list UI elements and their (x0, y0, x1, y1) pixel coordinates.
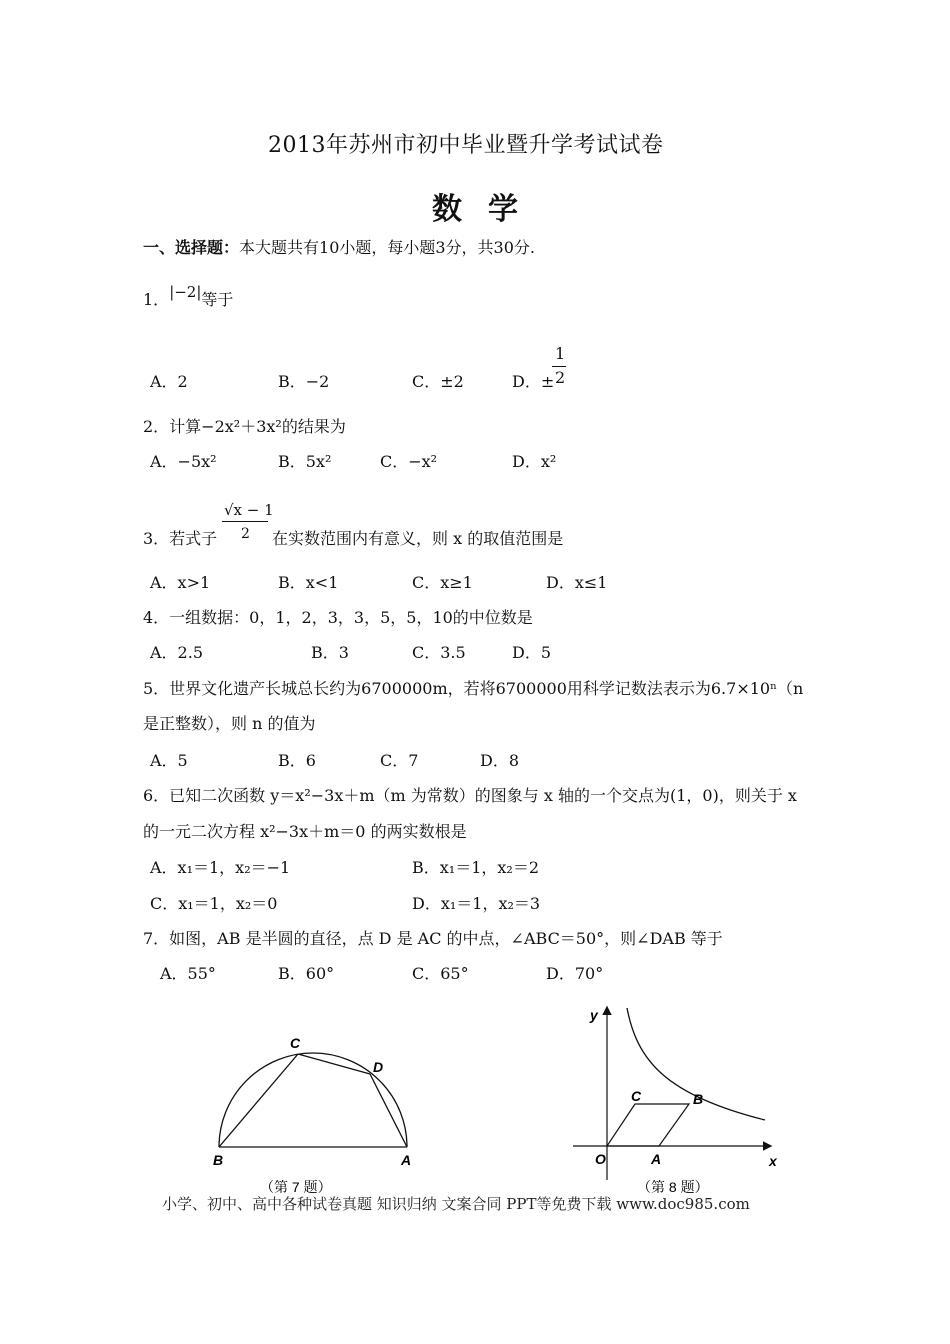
figure-8-hyperbola (565, 1000, 795, 1200)
q3-option-a: A．x>1 (150, 573, 211, 592)
q1-option-b: B．−2 (278, 372, 330, 391)
point-a-label: A (651, 1151, 662, 1167)
y-axis-label: y (590, 1007, 598, 1023)
parallelogram-ocba (607, 1104, 689, 1146)
question-6-line-2: 的一元二次方程 x²−3x＋m＝0 的两实数根是 (143, 822, 467, 841)
question-6-line-1: 6．已知二次函数 y＝x²−3x＋m（m 为常数）的图象与 x 轴的一个交点为(1，0)，则关于 x (143, 786, 797, 805)
q5-option-b: B．6 (278, 751, 316, 770)
q1-number: 1． (143, 290, 170, 309)
q1-option-c: C．±2 (412, 372, 464, 391)
q1-frac-numerator: 1 (555, 344, 566, 363)
subject-title: 数学 (432, 192, 544, 227)
q7-option-c: C．65° (412, 964, 469, 983)
q3-radical: √x − 1 (224, 501, 274, 519)
q1-frac-bar (552, 366, 566, 367)
q5-option-c: C．7 (380, 751, 419, 770)
chord-cd (298, 1054, 370, 1074)
q3-denominator: 2 (241, 526, 250, 542)
point-a-label: A (401, 1152, 412, 1168)
q1-tail: 等于 (201, 290, 234, 309)
q1-option-d: D．± (512, 372, 555, 391)
q1-frac-denominator: 2 (555, 368, 566, 387)
q2-option-d: D．x² (512, 452, 557, 471)
point-c-label: C (631, 1088, 642, 1104)
q2-option-c: C．−x² (380, 452, 438, 471)
q6-option-b: B．x₁＝1，x₂＝2 (412, 858, 539, 877)
q4-option-d: D．5 (512, 643, 552, 662)
q5-option-a: A．5 (150, 751, 188, 770)
q3-option-b: B．x<1 (278, 573, 339, 592)
point-c-label: C (290, 1035, 301, 1051)
chord-da (370, 1074, 407, 1147)
q5-option-d: D．8 (480, 751, 520, 770)
figure-7-semicircle (200, 1030, 430, 1200)
q7-option-b: B．60° (278, 964, 335, 983)
q1-expression: |−2| (169, 283, 202, 301)
point-b-label: B (213, 1152, 224, 1168)
q3-tail: 在实数范围内有意义，则 x 的取值范围是 (272, 529, 564, 548)
q3-option-d: D．x≤1 (546, 573, 608, 592)
origin-label: O (595, 1151, 606, 1167)
q3-frac-bar (222, 521, 268, 522)
question-5-line-2: 是正整数），则 n 的值为 (143, 714, 316, 733)
q4-option-b: B．3 (311, 643, 349, 662)
point-d-label: D (373, 1059, 384, 1075)
q7-option-a: A．55° (160, 964, 216, 983)
question-7: 7．如图，AB 是半圆的直径，点 D 是 AC 的中点，∠ABC＝50°，则∠DAB 等于 (143, 929, 723, 948)
question-5-line-1: 5．世界文化遗产长城总长约为6700000m，若将6700000用科学记数法表示为6.7×10ⁿ（n (143, 679, 804, 698)
q3-number: 3．若式子 (143, 529, 218, 548)
section-intro: 本大题共有10小题，每小题3分，共30分. (239, 238, 536, 257)
q3-option-c: C．x≥1 (412, 573, 473, 592)
question-2: 2．计算−2x²＋3x²的结果为 (143, 417, 346, 436)
section-heading (143, 238, 535, 258)
question-1 (143, 283, 234, 310)
footer-text: 小学、初中、高中各种试卷真题 知识归纳 文案合同 PPT等免费下载 www.doc985.com (162, 1195, 750, 1213)
point-b-label: B (693, 1091, 704, 1107)
section-label: 一、选择题： (143, 238, 240, 257)
q4-option-c: C．3.5 (412, 643, 466, 662)
q2-option-a: A．−5x² (150, 452, 217, 471)
figure-7-caption: （第 7 题） (260, 1179, 332, 1195)
q6-option-c: C．x₁＝1，x₂＝0 (150, 894, 278, 913)
x-axis-label: x (769, 1153, 777, 1169)
q7-option-d: D．70° (546, 964, 604, 983)
q2-option-b: B．5x² (278, 452, 332, 471)
q6-option-d: D．x₁＝1，x₂＝3 (412, 894, 541, 913)
exam-title: 2013年苏州市初中毕业暨升学考试试卷 (268, 133, 664, 158)
figure-8-caption: （第 8 题） (637, 1179, 709, 1195)
q6-option-a: A．x₁＝1，x₂＝−1 (150, 858, 291, 877)
question-4: 4．一组数据：0，1，2，3，3，5，5，10的中位数是 (143, 608, 533, 627)
q1-option-a: A．2 (150, 372, 188, 391)
q4-option-a: A．2.5 (150, 643, 204, 662)
